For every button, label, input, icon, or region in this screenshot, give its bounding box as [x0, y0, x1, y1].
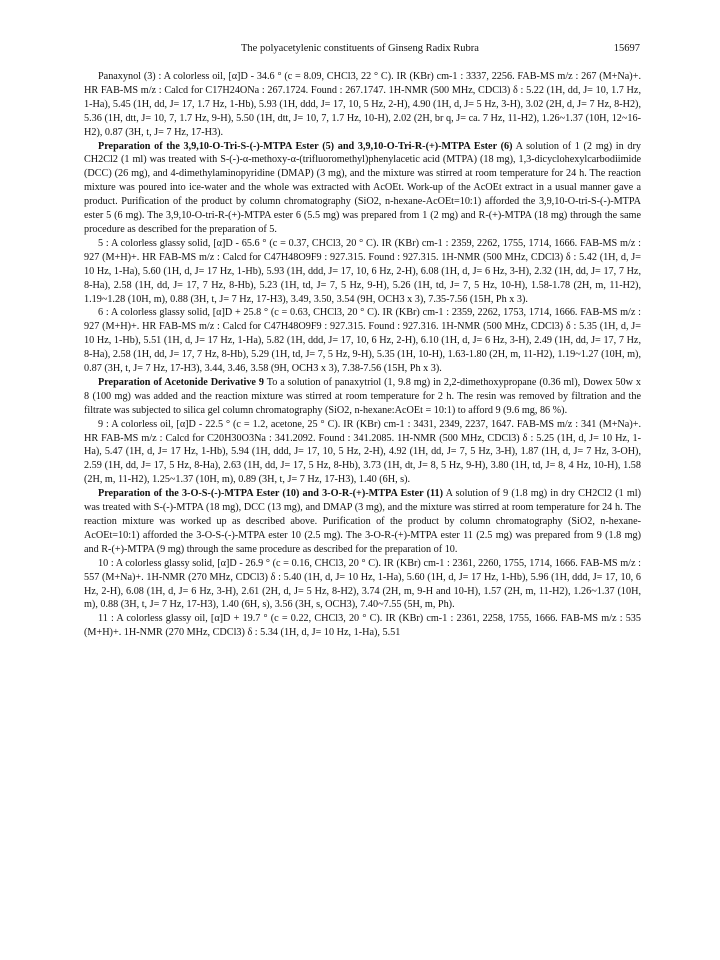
paragraph-prep-mtpa-esters-5-6: [84, 140, 641, 237]
paragraph-text: A solution of 1 (2 mg) in dry CH2Cl2 (1 ml) was treated with S-(-)-α-methoxy-α-(trifluoromethyl)phenylacetic acid (MTPA) (18 mg), 1,3-dicyclohexylcarbodiimide (DCC) (26 mg), and 4-dimethylaminopyridine (DMAP) (3 mg), and the mixture was stirred at room temperature for 24 h. The reaction mixture was poured into ice-water and the whole was extracted with AcOEt. Work-up of the AcOEt extract in a usual manner gave a product. Purification of the product by column chromatography (SiO2, n-hexane-AcOEt=10:1) afforded the 3,9,10-O-tri-S-(-)-MTPA ester 5 (6 mg). The 3,9,10-O-tri-R-(+)-MTPA ester 6 (5.5 mg) was prepared from 1 (2 mg) and R-(+)-MTPA (18 mg) through the same procedure as described for the preparation of 5.: [84, 140, 641, 235]
paragraph-text: 9 : A colorless oil, [α]D - 22.5 ° (c = 1.2, acetone, 25 ° C). IR (KBr) cm-1 : 3431, 2349, 2237, 1647. FAB-MS m/z : 341 (M+Na)+. HR FAB-MS m/z : Calcd for C20H30O3Na : 341.2092. Found : 341.2085. 1H-NMR (500 MHz, CDCl3) δ : 5.25 (1H, d, J= 10 Hz, 1-Ha), 5.47 (1H, d, J= 17 Hz, 1-Hb), 5.94 (1H, ddd, J= 17, 10, 5 Hz, 2-H), 4.92 (1H, dd, J= 7, 5 Hz, 3-H), 1.87 (1H, d, J= 7 Hz, 3-OH), 2.59 (1H, dd, J= 17, 5 Hz, 8-Ha), 2.63 (1H, dd, J= 17, 5 Hz, 8-Hb), 3.73 (1H, dt, J= 8, 5 Hz, 9-H), 3.80 (1H, td, J= 8, 4 Hz, 10-H), 1.58 (2H, m, 11-H2), 1.25~1.37 (10H, m), 0.89 (3H, t, J= 7 Hz, 17-H3), 1.40 (6H, s).: [84, 418, 641, 486]
paragraph-lead: Preparation of the 3-O-S-(-)-MTPA Ester (10) and 3-O-R-(+)-MTPA Ester (11): [98, 488, 444, 500]
paragraph-text: 6 : A colorless glassy solid, [α]D + 25.8 ° (c = 0.63, CHCl3, 20 ° C). IR (KBr) cm-1 : 2359, 2262, 1753, 1714, 1666. FAB-MS m/z : 927 (M+H)+. HR FAB-MS m/z : Calcd for C47H48O9F9 : 927.315. Found : 927.316. 1H-NMR (500 MHz, CDCl3) δ : 5.35 (1H, d, J= 10 Hz, 1-Hb), 5.51 (1H, d, J= 17 Hz, 1-Ha), 5.82 (1H, ddd, J= 17, 10, 6 Hz, 2-H), 6.10 (1H, d, J= 6 Hz, 3-H), 2.49 (1H, dd, J= 17, 7 Hz, 8-Ha), 2.58 (1H, dd, J= 17, 7 Hz, 8-Hb), 5.29 (1H, td, J= 7, 5 Hz, 9-H), 5.35 (1H, 10-H), 1.63-1.80 (2H, m, 11-H2), 1.19~1.27 (10H, m), 0.87 (3H, t, J= 7 Hz, 17-H3), 3.44, 3.46, 3.58 (9H, OCH3 x 3), 7.38-7.56 (15H, Ph x 3).: [84, 307, 641, 375]
paragraph-lead: Preparation of Acetonide Derivative 9: [98, 376, 264, 388]
paragraph-text: To a solution of panaxytriol (1, 9.8 mg) in 2,2-dimethoxypropane (0.36 ml), Dowex 50w x 8 (100 mg) was added and the reaction mixture was stirred at room temperature for 2 h. The resin was removed by filtration and the filtrate was subjected to silica gel column chromatography (SiO2, n-hexane:AcOEt = 10:1) to afford 9 (9.6 mg, 86 %).: [84, 376, 641, 416]
paragraph-compound-9-data: [84, 418, 641, 488]
paragraph-panaxynol-data: [84, 70, 641, 140]
page-number: 15697: [613, 43, 640, 54]
paragraph-text: 5 : A colorless glassy solid, [α]D - 65.6 ° (c = 0.37, CHCl3, 20 ° C). IR (KBr) cm-1 : 2359, 2262, 1755, 1714, 1666. FAB-MS m/z : 927 (M+H)+. HR FAB-MS m/z : Calcd for C47H48O9F9 : 927.315. Found : 927.315. 1H-NMR (500 MHz, CDCl3) δ : 5.42 (1H, d, J= 10 Hz, 1-Ha), 5.60 (1H, d, J= 17 Hz, 1-Hb), 5.93 (1H, ddd, J= 17, 10, 6 Hz, 2-H), 6.08 (1H, d, J= 6 Hz, 3-H), 2.32 (1H, dd, J= 17, 7 Hz, 8-Ha), 2.58 (1H, dd, J= 17, 7 Hz, 8-Hb), 5.23 (1H, td, J= 7, 5 Hz, 9-H), 5.26 (1H, td, J= 7, 5 Hz, 10-H), 1.58-1.78 (2H, m, 11-H2), 1.19~1.28 (10H, m), 0.88 (3H, t, J= 7 Hz, 17-H3), 3.49, 3.50, 3.54 (9H, OCH3 x 3), 7.35-7.56 (15H, Ph x 3).: [84, 237, 641, 305]
paragraph-compound-11-data: [84, 612, 641, 640]
paragraph-text: A solution of 9 (1.8 mg) in dry CH2Cl2 (1 ml) was treated with S-(-)-MTPA (18 mg), DCC (13 mg), and DMAP (3 mg), and the mixture was stirred at room temperature for 24 h. The reaction mixture was worked up as described above. Purification of the product by column chromatography (SiO2, n-hexane-AcOEt=10:1) afforded the 3-O-S-(-)-MTPA ester 10 (2.5 mg). The 3-O-R-(+)-MTPA ester 11 (2.5 mg) was prepared from 9 (1.8 mg) and R-(+)-MTPA (9 mg) through the same procedure as described for the preparation of 10.: [84, 488, 641, 555]
running-header: [80, 42, 640, 56]
paragraph-compound-5-data: [84, 237, 641, 307]
paragraph-compound-10-data: [84, 557, 641, 613]
paragraph-text: 10 : A colorless glassy solid, [α]D - 26.9 ° (c = 0.16, CHCl3, 20 ° C). IR (KBr) cm-1 : 2361, 2260, 1755, 1714, 1666. FAB-MS m/z : 557 (M+Na)+. 1H-NMR (270 MHz, CDCl3) δ : 5.40 (1H, d, J= 10 Hz, 1-Ha), 5.60 (1H, d, J= 17 Hz, 1-Hb), 5.96 (1H, ddd, J= 17, 10, 6 Hz, 2-H), 6.08 (1H, d, J= 6 Hz, 3-H), 2.61 (2H, d, J= 5 Hz, 8-H2), 3.74 (2H, m, 9-H and 10-H), 1.57 (2H, m, 11-H2), 1.26~1.37 (10H, m), 0.88 (3H, t, J= 7 Hz, 17-H3), 1.40 (6H, s), 3.56 (3H, s, OCH3), 7.40~7.55 (5H, m, Ph).: [84, 557, 641, 611]
paragraph-prep-mtpa-esters-10-11: [84, 487, 641, 557]
paragraph-lead: Preparation of the 3,9,10-O-Tri-S-(-)-MTPA Ester (5) and 3,9,10-O-Tri-R-(+)-MTPA Ester (6): [98, 140, 513, 152]
paragraph-text: Panaxynol (3) : A colorless oil, [α]D - 34.6 ° (c = 8.09, CHCl3, 22 ° C). IR (KBr) cm-1 : 3337, 2256. FAB-MS m/z : 267 (M+Na)+. HR FAB-MS m/z : Calcd for C17H24ONa : 267.1724. Found : 267.1747. 1H-NMR (500 MHz, CDCl3) δ : 5.22 (1H, dd, J= 10, 1.7 Hz, 1-Ha), 5.45 (1H, dd, J= 17, 1.7 Hz, 1-Hb), 5.93 (1H, ddd, J= 17, 10, 5 Hz, 2-H), 4.90 (1H, d, J= 5 Hz, 3-H), 3.02 (2H, d, J= 7 Hz, 8-H2), 5.36 (1H, dtt, J= 10, 7, 1.7 Hz, 9-H), 5.50 (1H, dtt, J= 10, 7, 1.7 Hz, 10-H), 2.02 (2H, br q, J= ca. 7 Hz, 11-H2), 1.26~1.37 (10H, 12~16-H2), 0.87 (3H, t, J= 7 Hz, 17-H3).: [84, 71, 641, 138]
running-header-title: The polyacetylenic constituents of Ginseng Radix Rubra: [241, 43, 479, 54]
paragraph-text: 11 : A colorless glassy oil, [α]D + 19.7 ° (c = 0.22, CHCl3, 20 ° C). IR (KBr) cm-1 : 2361, 2258, 1755, 1666. FAB-MS m/z : 535 (M+H)+. 1H-NMR (270 MHz, CDCl3) δ : 5.34 (1H, d, J= 10 Hz, 1-Ha), 5.51: [84, 613, 641, 639]
paragraph-compound-6-data: [84, 306, 641, 376]
paragraph-prep-acetonide-9: [84, 376, 641, 418]
body-text: [84, 70, 641, 640]
